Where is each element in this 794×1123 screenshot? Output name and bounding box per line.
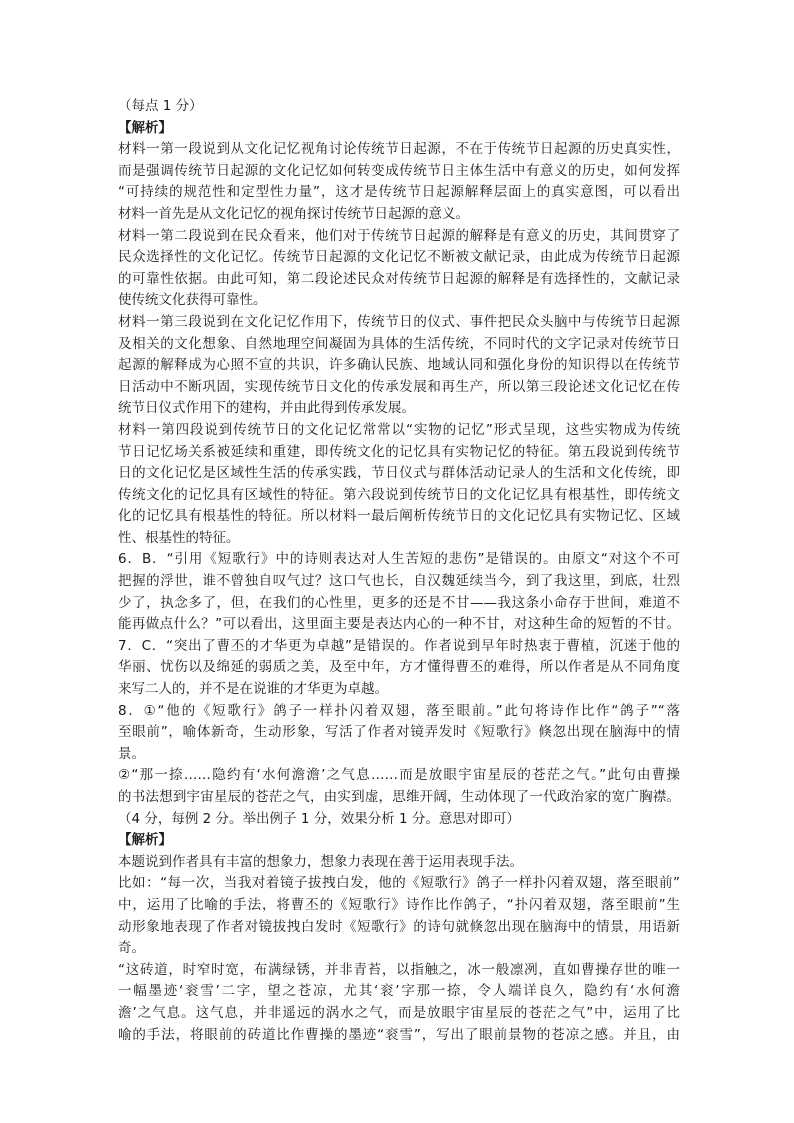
text-line: 本题说到作者具有丰富的想象力，想象力表现在善于运用表现手法。	[118, 853, 523, 870]
text-line: 能再做点什么？”可以看出，这里面主要是表达内心的一种不甘，对这种生命的短暂的不甘。	[118, 616, 680, 633]
text-line: 而是强调传统节日起源的文化记忆如何转变成传统节日主体生活中有意义的历史，如何发挥	[118, 162, 680, 179]
text-line: 性、根基性的特征。	[118, 529, 240, 546]
text-line: 一幅墨迹‘衮雪’二字，望之苍凉，尤其‘衮’字那一捺，令人端详良久，隐约有‘水何澹	[118, 983, 680, 1000]
section-heading: 【解析】	[118, 119, 172, 136]
text-line: 日活动中不断巩固，实现传统节日文化的传承发展和再生产，所以第三段论述文化记忆在传	[118, 378, 680, 395]
text-line: 至眼前”，喻体新奇，生动形象，写活了作者对镜弄发时《短歌行》倏忽出现在脑海中的情	[118, 724, 680, 741]
text-line: 材料一第一段说到从文化记忆视角讨论传统节日起源，不在于传统节日起源的历史真实性，	[118, 141, 680, 158]
text-line: ②“那一捺……隐约有‘水何澹澹’之气息……而是放眼宇宙星辰的苍茫之气。”此句由曹操	[118, 767, 680, 784]
text-line: 把握的浮世，谁不曾独自叹气过？这口气也长，自汉魏延续当今，到了我这里，到底，壮烈	[118, 573, 680, 590]
text-line: 7．C．“突出了曹丕的才华更为卓越”是错误的。作者说到早年时热衷于曹植，沉迷于他的	[118, 637, 680, 654]
text-line: 民众选择性的文化记忆。传统节日起源的文化记忆不断被文献记录，由此成为传统节日起源	[118, 249, 680, 266]
section-heading: 【解析】	[118, 832, 172, 849]
document-page	[118, 96, 680, 1046]
text-line: 起源的解释成为心照不宣的共识，许多确认民族、地域认同和强化身份的知识得以在传统节	[118, 357, 680, 374]
text-line: 材料一第四段说到传统节日的文化记忆常常以“实物的记忆”形式呈现，这些实物成为传统	[118, 421, 680, 438]
text-line: 中，运用了比喻的手法，将曹丕的《短歌行》诗作比作鸽子，“扑闪着双翅，落至眼前”生	[118, 896, 680, 913]
text-line: 材料一第二段说到在民众看来，他们对于传统节日起源的解释是有意义的历史，其间贯穿了	[118, 227, 680, 244]
text-line: 日的文化记忆是区域性生活的传承实践，节日仪式与群体活动记录人的生活和文化传统，即	[118, 465, 680, 482]
text-line: 的可靠性依据。由此可知，第二段论述民众对传统节日起源的解释是有选择性的，文献记录	[118, 270, 680, 287]
text-line: （4 分，每例 2 分。举出例子 1 分，效果分析 1 分。意思对即可）	[118, 810, 520, 827]
text-line: “可持续的规范性和定型性力量”，这才是传统节日起源解释层面上的真实意图，可以看出	[118, 184, 680, 201]
text-line: 统节日仪式作用下的建构，并由此得到传承发展。	[118, 400, 415, 417]
text-line: 奇。	[118, 940, 145, 957]
text-line: 动形象地表现了作者对镜拔拽白发时《短歌行》的诗句就倏忽出现在脑海中的情景，用语新	[118, 918, 680, 935]
text-line: 节日记忆场关系被延续和重建，即传统文化的记忆具有实物记忆的特征。第五段说到传统节	[118, 443, 680, 460]
text-line: “这砖道，时窄时宽，布满绿锈，并非青苔，以指触之，冰一般凛冽，直如曹操存世的唯一	[118, 961, 680, 978]
text-line: 比如：“每一次，当我对着镜子拔拽白发，他的《短歌行》鸽子一样扑闪着双翅，落至眼前”	[118, 875, 680, 892]
text-line: （每点 1 分）	[118, 98, 203, 114]
text-line: 6．B．“引用《短歌行》中的诗则表达对人生苦短的悲伤”是错误的。由原文“对这个不可	[118, 551, 680, 568]
text-line: 的书法想到宇宙星辰的苍茫之气，由实到虚，思维开阔，生动体现了一代政治家的宽广胸襟。	[118, 789, 680, 805]
text-line: 8．①“他的《短歌行》鸽子一样扑闪着双翅，落至眼前。”此句将诗作比作“鸽子”“落	[118, 702, 680, 719]
text-line: 澹’之气息。这气息，并非遥远的涡水之气，而是放眼宇宙星辰的苍茫之气”中，运用了比	[118, 1004, 680, 1021]
text-line: 材料一首先是从文化记忆的视角探讨传统节日起源的意义。	[118, 205, 469, 222]
text-line: 华丽、忧伤以及绵延的弱质之美，及至中年，方才懂得曹丕的难得，所以作者是从不同角度	[118, 659, 680, 676]
text-line: 传统文化的记忆具有区域性的特征。第六段说到传统节日的文化记忆具有根基性，即传统文	[118, 486, 680, 503]
text-line: 及相关的文化想象、自然地理空间凝固为具体的生活传统，不同时代的文字记录对传统节日	[118, 335, 680, 352]
text-line: 景。	[118, 745, 145, 762]
text-line: 材料一第三段说到在文化记忆作用下，传统节日的仪式、事件把民众头脑中与传统节日起源	[118, 313, 680, 330]
text-line: 化的记忆具有根基性的特征。所以材料一最后阐析传统节日的文化记忆具有实物记忆、区域	[118, 508, 680, 525]
text-line: 使传统文化获得可靠性。	[118, 292, 267, 309]
text-line: 来写二人的，并不是在说谁的才华更为卓越。	[118, 681, 388, 698]
text-line: 少了，执念多了，但，在我们的心性里，更多的还是不甘——我这条小命存于世间，难道不	[118, 594, 680, 611]
text-line: 喻的手法，将眼前的砖道比作曹操的墨迹“衮雪”，写出了眼前景物的苍凉之感。并且，由	[118, 1026, 680, 1043]
